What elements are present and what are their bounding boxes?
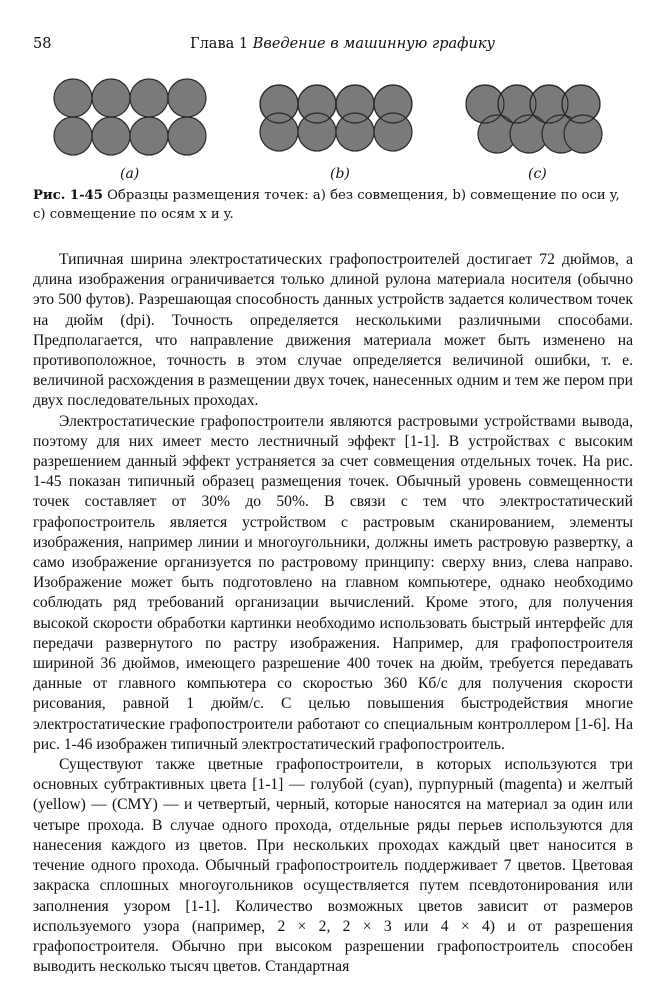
page-number: 58 xyxy=(33,36,52,52)
panel-label-a: (a) xyxy=(120,166,140,182)
figure-caption xyxy=(33,186,633,224)
running-header xyxy=(33,36,633,56)
chapter-title: Введение в машинную графику xyxy=(252,36,495,52)
paragraph: Существуют также цветные графопостроители, в которых используются три основных субтрактивных цвета [1-1] — голубой (cyan), пурпурный (magenta) и желтый (yellow) — (CMY) — и четвертый, черный, которые наносятся на материал за один или четыре прохода. В случае одного прохода, отдельные ряды перьев используются для нанесения каждого из цветов. При нескольких проходах каждый цвет наносится в течение одного прохода. Обычный графопостроитель поддерживает 7 цветов. Цветовая закраска сплошных многоугольников осуществляется путем псевдотонирования или заполнения узором [1-1]. Количество возможных цветов зависит от размеров используемого узора (например, 2 × 2, 2 × 3 или 4 × 4) и от разрешения графопостроителя. Обычно при высоком разрешении графопостроитель способен выводить несколько тысяч цветов. Стандартная xyxy=(33,756,633,976)
paragraph: Типичная ширина электростатических графопостроителей достигает 72 дюймов, а длина изображения ограничивается только длиной рулона материала носителя (обычно это 500 футов). Разрешающая способность данных устройств задается количеством точек на дюйм (dpi). Точность определяется несколькими различными способами. Предполагается, что направление движения материала может быть изменено на противоположное, точность в этом случае определяется величиной ошибки, т. е. величиной расхождения в размещении двух точек, нанесенных одним и тем же пером при двух последовательных проходах. xyxy=(33,251,633,410)
panel-label-b: (b) xyxy=(330,166,350,182)
panel-label-c: (c) xyxy=(528,166,547,182)
running-title xyxy=(190,36,495,52)
body-text xyxy=(33,250,633,977)
paragraph: Электростатические графопостроители являются растровыми устройствами вывода, поэтому для них имеет место лестничный эффект [1-1]. В устройствах с высоким разрешением данный эффект устраняется за счет совмещения отдельных точек. На рис. 1-45 показан типичный образец размещения точек. Обычный уровень совмещенности точек составляет от 30% до 50%. В связи с тем что электростатический графопостроитель является устройством с растровым сканированием, элементы изображения, например линии и многоугольники, должны иметь растровую развертку, а само изображение организуется по растровому принципу: сверху вниз, слева направо. Изображение может быть подготовлено на главном компьютере, однако необходимо соблюдать ряд требований организации вычислений. Кроме этого, для получения высокой скорости обработки картинки необходимо использовать быстрый интерфейс для передачи развернутого по растру изображения. Например, для графопостроителя шириной 36 дюймов, имеющего разрешение 400 точек на дюйм, требуется передавать данные от главного компьютера со скоростью 360 Кб/с для получения скорости рисования, равной 1 дюйм/с. С целью повышения быстродействия многие электростатические графопостроители работают со специальным контроллером [1-6]. На рис. 1-46 изображен типичный электростатический графопостроитель. xyxy=(33,412,633,753)
dot-pattern-vertical-overlap xyxy=(258,84,418,156)
dot-pattern-both-overlap xyxy=(464,82,604,160)
caption-text: Образцы размещения точек: a) без совмещения, b) совмещение по оси y, c) совмещение по осям x и y. xyxy=(33,188,620,222)
dot-pattern-no-overlap xyxy=(52,78,212,158)
caption-figure-id: Рис. 1-45 xyxy=(33,188,103,203)
chapter-label: Глава 1 xyxy=(190,36,249,52)
figure-1-45 xyxy=(0,78,666,188)
